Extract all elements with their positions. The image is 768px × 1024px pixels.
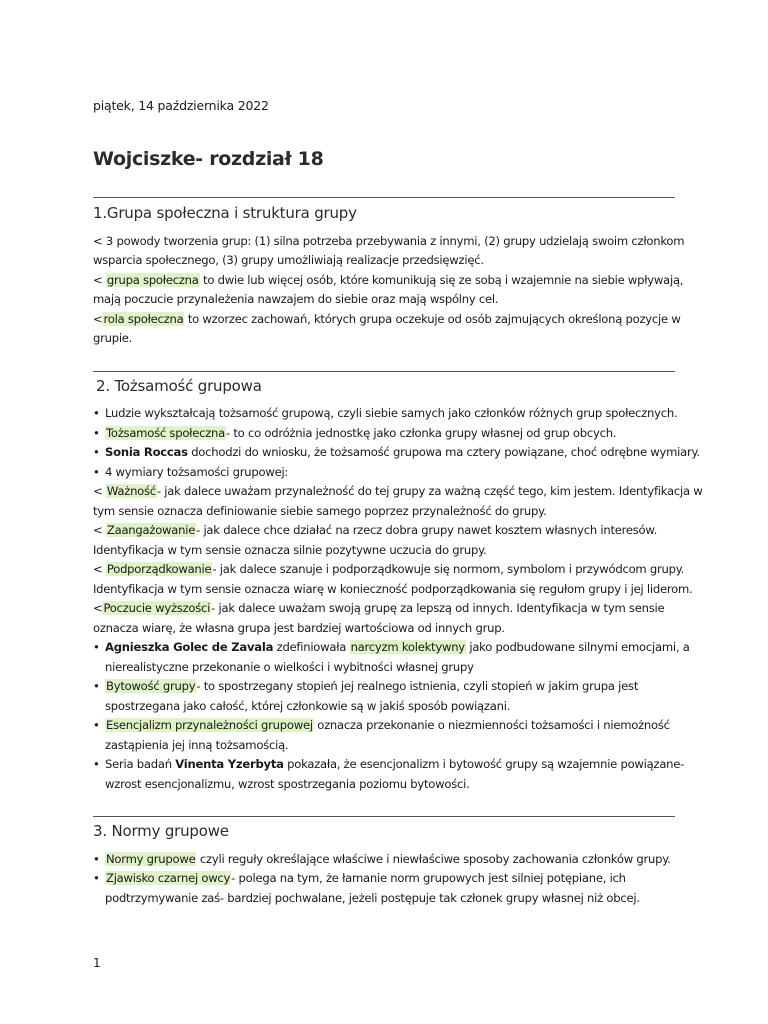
highlighted-term: Podporządkowanie [106,562,212,576]
arrow-icon: < [93,562,103,576]
bullet-icon: • [93,679,100,693]
section-heading-2: 2. Tożsamość grupowa [96,377,262,395]
bullet-icon: • [93,640,100,654]
paragraph-line: < 3 powody tworzenia grup: (1) silna potrzeba przebywania z innymi, (2) grupy udzielają swoim członkom [93,234,685,248]
paragraph-line: <rola społeczna to wzorzec zachowań, których grupa oczekuje od osób zajmujących określoną pozycje w [93,312,681,326]
section-divider [93,197,675,198]
paragraph-line: < Zaangażowanie- jak dalece chce działać na rzecz dobra grupy nawet kosztem własnych interesów. [93,523,658,537]
paragraph-line: tym sensie oznacza definiowanie siebie samego poprzez przynależność do grupy. [93,504,547,518]
section-heading-1: 1.Grupa społeczna i struktura grupy [93,204,357,222]
highlighted-term: Esencjalizm przynależności grupowej [106,718,313,732]
highlighted-term: Tożsamość społeczna [106,426,226,440]
bullet-icon: • [93,426,100,440]
date-line: piątek, 14 października 2022 [93,98,269,113]
paragraph-line: oznacza wiarę, że własna grupa jest bardziej wartościowa od innych grup. [93,621,505,635]
arrow-icon: < [93,312,103,326]
list-item-continuation: zastąpienia jej inną tożsamością. [105,738,289,752]
author-name: Sonia Roccas [105,445,188,459]
list-item: Sonia Roccas dochodzi do wniosku, że tożsamość grupowa ma cztery powiązane, choć odrębne wymiary. [105,445,700,459]
highlighted-term: Poczucie wyższości [103,601,211,615]
highlighted-term: grupa społeczna [106,273,199,287]
list-item: Ludzie wykształcają tożsamość grupową, czyli siebie samych jako członków różnych grup społecznych. [105,406,678,420]
highlighted-term: narcyzm kolektywny [350,640,465,654]
paragraph-line: wsparcia społecznego, (3) grupy umożliwiają realizacje przedsięwzięć. [93,253,484,267]
bullet-icon: • [93,757,100,771]
arrow-icon: < [93,273,103,287]
list-item: 4 wymiary tożsamości grupowej: [105,465,289,479]
list-item: Zjawisko czarnej owcy- polega na tym, że łamanie norm grupowych jest silniej potępiane, ich [106,871,626,885]
bullet-icon: • [93,465,100,479]
list-item: Normy grupowe czyli reguły określające właściwe i niewłaściwe sposoby zachowania członków grupy. [106,852,671,866]
list-item: Seria badań Vinenta Yzerbyta pokazała, że esencjonalizm i bytowość grupy są wzajemnie powiązane- [105,757,685,771]
author-name: Agnieszka Golec de Zavala [105,640,274,654]
list-item-continuation: wzrost esencjonalizmu, wzrost spostrzegania poziomu bytowości. [105,777,470,791]
paragraph-line: Identyfikacja w tym sensie oznacza silnie pozytywne uczucia do grupy. [93,543,487,557]
paragraph-line: < grupa społeczna to dwie lub więcej osób, które komunikują się ze sobą i wzajemnie na siebie wpływają, [93,273,684,287]
author-name: Vinenta Yzerbyta [175,757,284,771]
highlighted-term: Zaangażowanie [106,523,196,537]
arrow-icon: < [93,601,103,615]
bullet-icon: • [93,718,100,732]
arrow-icon: < [93,523,103,537]
paragraph-line: <Poczucie wyższości- jak dalece uważam swoją grupę za lepszą od innych. Identyfikacja w tym sensie [93,601,665,615]
highlighted-term: Zjawisko czarnej owcy [106,871,231,885]
bullet-icon: • [93,852,100,866]
bullet-icon: • [93,871,100,885]
section-divider [93,371,675,372]
list-item: Bytowość grupy- to spostrzegany stopień jej realnego istnienia, czyli stopień w jakim grupa jest [106,679,639,693]
paragraph-line: mają poczucie przynależenia nawzajem do siebie oraz mają wspólny cel. [93,292,499,306]
arrow-icon: < [93,234,103,248]
highlighted-term: Bytowość grupy [106,679,196,693]
arrow-icon: < [93,484,103,498]
page-title: Wojciszke- rozdział 18 [93,148,324,170]
list-item: Esencjalizm przynależności grupowej oznacza przekonanie o niezmienności tożsamości i niemożność [106,718,670,732]
highlighted-term: rola społeczna [103,312,184,326]
paragraph-line: < Ważność- jak dalece uważam przynależność do tej grupy za ważną część tego, kim jestem. Identyfikacja w [93,484,703,498]
paragraph-line: grupie. [93,331,133,345]
highlighted-term: Normy grupowe [106,852,196,866]
section-heading-3: 3. Normy grupowe [93,822,229,840]
bullet-icon: • [93,406,100,420]
list-item: Agnieszka Golec de Zavala zdefiniowała narcyzm kolektywny jako podbudowane silnymi emocjami, a [105,640,690,654]
bullet-icon: • [93,445,100,459]
section-divider [93,816,675,817]
page-number: 1 [93,956,101,970]
list-item: Tożsamość społeczna- to co odróżnia jednostkę jako członka grupy własnej od grup obcych. [106,426,617,440]
paragraph-line: Identyfikacja w tym sensie oznacza wiarę w konieczność podporządkowania się regułom grupy i jej liderom. [93,582,693,596]
list-item-continuation: spostrzegana jako całość, której członkowie są w jakiś sposób powiązani. [105,699,511,713]
highlighted-term: Ważność [106,484,156,498]
list-item-continuation: podtrzymywanie zaś- bardziej pochwalane, jeżeli postępuje tak członek grupy własnej niż obcej. [105,891,640,905]
paragraph-line: < Podporządkowanie- jak dalece szanuje i podporządkowuje się normom, symbolom i przywódcom grupy. [93,562,685,576]
list-item-continuation: nierealistyczne przekonanie o wielkości i wybitności własnej grupy [105,660,474,674]
